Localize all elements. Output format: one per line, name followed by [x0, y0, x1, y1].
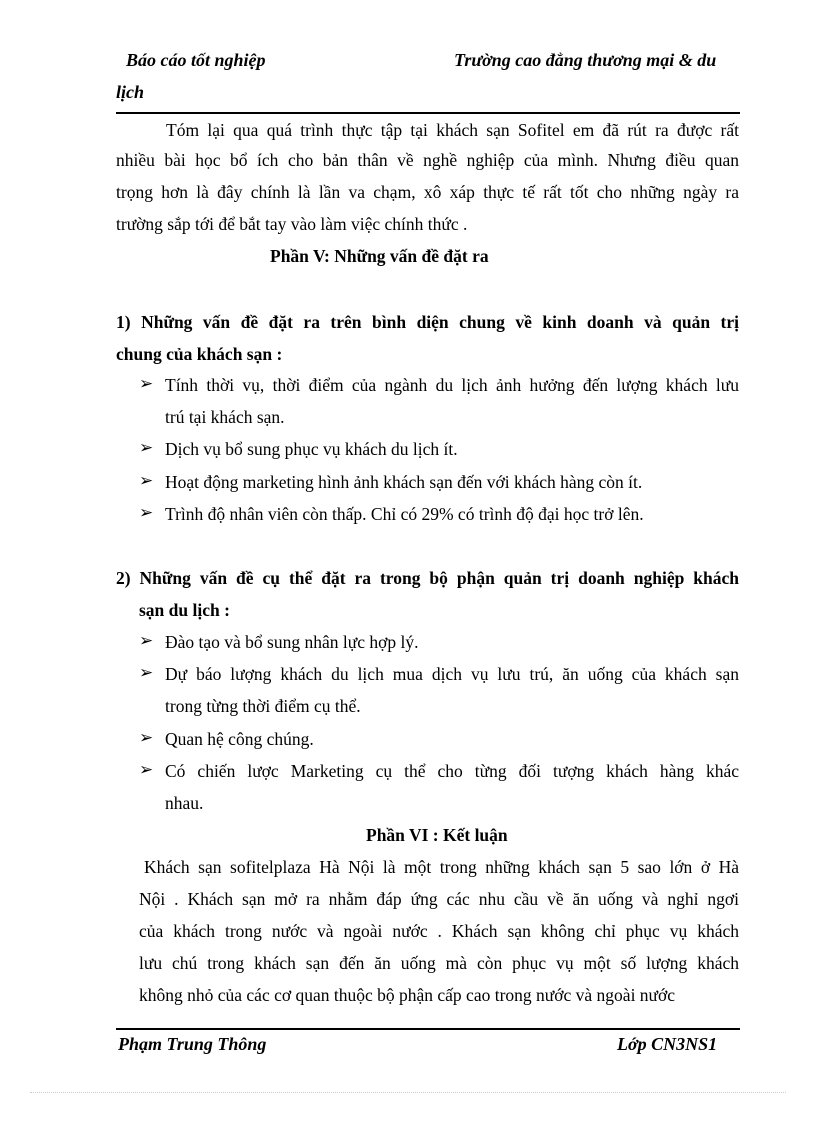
part6-title: Phần VI : Kết luận — [366, 825, 508, 845]
section1-bullet-1-line-2: trú tại khách sạn. — [165, 407, 285, 427]
part5-title: Phần V: Những vấn đề đặt ra — [270, 246, 489, 266]
section1-bullet-2: Dịch vụ bổ sung phục vụ khách du lịch ít. — [165, 439, 458, 459]
arrowhead-bullet-icon: ➢ — [139, 374, 154, 393]
section1-bullet-1-line-1: Tính thời vụ, thời điểm của ngành du lịch ảnh hưởng đến lượng khách lưu — [165, 375, 739, 395]
header-left: Báo cáo tốt nghiệp — [126, 50, 266, 70]
conclusion-line-5: không nhỏ của các cơ quan thuộc bộ phận cấp cao trong nước và ngoài nước — [139, 985, 676, 1005]
conclusion-line-4: lưu chú trong khách sạn đến ăn uống mà còn phục vụ một số lượng khách — [139, 953, 739, 973]
arrowhead-bullet-icon: ➢ — [139, 471, 154, 490]
arrowhead-bullet-icon: ➢ — [139, 728, 154, 747]
section1-bullet-3: Hoạt động marketing hình ảnh khách sạn đến với khách hàng còn ít. — [165, 472, 643, 492]
arrowhead-bullet-icon: ➢ — [139, 663, 154, 682]
arrowhead-bullet-icon: ➢ — [139, 760, 154, 779]
intro-line-2: nhiều bài học bổ ích cho bản thân về nghề nghiệp của mình. Nhưng điều quan — [116, 150, 739, 170]
section2-heading-line-2: sạn du lịch : — [139, 600, 230, 620]
conclusion-line-1: Khách sạn sofitelplaza Hà Nội là một trong những khách sạn 5 sao lớn ở Hà — [144, 857, 739, 877]
section2-bullet-4-line-2: nhau. — [165, 793, 204, 813]
arrowhead-bullet-icon: ➢ — [139, 438, 154, 457]
section2-bullet-1: Đào tạo và bổ sung nhân lực hợp lý. — [165, 632, 419, 652]
footer-class: Lớp CN3NS1 — [617, 1034, 718, 1054]
arrowhead-bullet-icon: ➢ — [139, 503, 154, 522]
section2-bullet-2-line-1: Dự báo lượng khách du lịch mua dịch vụ lưu trú, ăn uống của khách sạn — [165, 664, 739, 684]
arrowhead-bullet-icon: ➢ — [139, 631, 154, 650]
intro-line-4: trường sắp tới để bắt tay vào làm việc chính thức . — [116, 214, 468, 234]
intro-line-3: trọng hơn là đây chính là lần va chạm, xô xáp thực tế rất tốt cho những ngày ra — [116, 182, 739, 202]
section2-bullet-3: Quan hệ công chúng. — [165, 729, 314, 749]
header-right: Trường cao đẳng thương mại & du — [454, 50, 717, 70]
footer-rule — [116, 1028, 740, 1030]
intro-line-1: Tóm lại qua quá trình thực tập tại khách sạn Sofitel em đã rút ra được rất — [166, 120, 739, 140]
section1-heading-line-2: chung của khách sạn : — [116, 344, 283, 364]
conclusion-line-2: Nội . Khách sạn mở ra nhằm đáp ứng các nhu cầu về ăn uống và nghỉ ngơi — [139, 889, 739, 909]
conclusion-line-3: của khách trong nước và ngoài nước . Khách sạn không chỉ phục vụ khách — [139, 921, 739, 941]
section1-heading-line-1: 1) Những vấn đề đặt ra trên bình diện chung về kinh doanh và quản trị — [116, 312, 739, 332]
section2-heading-line-1: 2) Những vấn đề cụ thể đặt ra trong bộ phận quản trị doanh nghiệp khách — [116, 568, 739, 588]
section2-bullet-4-line-1: Có chiến lược Marketing cụ thể cho từng đối tượng khách hàng khác — [165, 761, 739, 781]
section2-bullet-2-line-2: trong từng thời điểm cụ thể. — [165, 696, 361, 716]
section1-bullet-4: Trình độ nhân viên còn thấp. Chỉ có 29% có trình độ đại học trở lên. — [165, 504, 644, 524]
page-bottom-dotted-edge — [30, 1092, 786, 1093]
header-rule — [116, 112, 740, 114]
footer-author: Phạm Trung Thông — [118, 1034, 267, 1054]
header-continuation: lịch — [116, 82, 145, 102]
